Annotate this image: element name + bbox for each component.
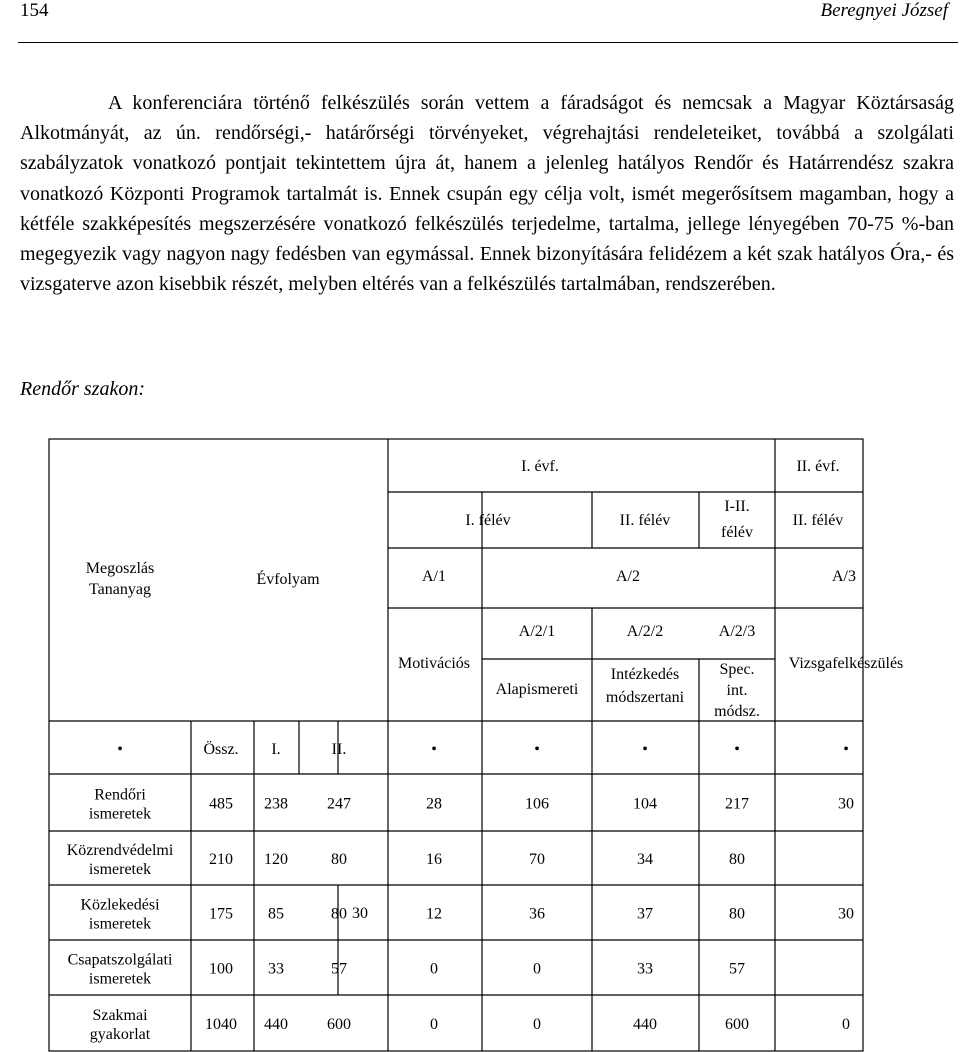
motivacios-header: Motivációs (398, 655, 470, 672)
row-label-line1: Szakmai (92, 1007, 148, 1024)
cell-intez: 104 (633, 795, 657, 813)
cell-ii: 600 (327, 1016, 351, 1033)
page-header (0, 0, 960, 44)
body-paragraph (20, 88, 954, 299)
cell-ossz: 485 (209, 795, 233, 813)
cell-mot: 0 (430, 960, 438, 978)
author-name: Beregnyei József (820, 0, 948, 21)
intezkedes-header-line1: Intézkedés (610, 666, 680, 683)
module-a23-header: A/2/3 (718, 623, 756, 640)
cell-ossz: 100 (209, 960, 233, 978)
row-label-line2: ismeretek (88, 915, 152, 933)
semester-i-ii-header-line2: félév (721, 524, 753, 541)
cell-i: 440 (264, 1016, 288, 1033)
cell-i: 120 (264, 851, 288, 868)
cell-ii: 57 (331, 960, 347, 978)
semester-2-header: II. félév (619, 512, 671, 529)
curriculum-table-graphic (48, 438, 904, 1052)
intezkedes-header-line2: módszertani (605, 689, 685, 706)
cell-spec: 217 (725, 795, 749, 813)
cell-mot: 0 (430, 1016, 438, 1033)
bullet-intezkedes: • (642, 741, 648, 758)
cell-vizsga: 0 (842, 1016, 850, 1033)
evfolyam-label: Évfolyam (256, 571, 320, 588)
cell-vizsga: 30 (838, 795, 854, 813)
spec-header-line2: int. (726, 682, 748, 699)
spec-header-line1: Spec. (719, 661, 755, 678)
spec-header-line3: módsz. (714, 703, 760, 720)
cell-mot: 16 (426, 851, 442, 868)
cell-intez: 440 (633, 1016, 657, 1033)
cell-intez: 34 (637, 851, 653, 868)
corner-label-tananyag: Tananyag (89, 581, 151, 598)
module-a22-header: A/2/2 (626, 623, 664, 640)
cell-spec: 80 (729, 851, 745, 868)
cell-intez: 37 (637, 905, 653, 923)
cell-ii: 80 (331, 905, 347, 923)
cell-ii: 80 (331, 851, 347, 868)
col-i-header: I. (271, 741, 281, 758)
year-2-header: II. évf. (796, 458, 840, 475)
cell-ossz: 210 (209, 851, 233, 868)
section-subheading: Rendőr szakon: (20, 378, 145, 400)
cell-spec: 80 (729, 905, 745, 923)
ossz-header: Össz. (203, 741, 239, 758)
cell-mot: 28 (426, 795, 442, 813)
row-label-line2: ismeretek (88, 861, 152, 878)
cell-intez: 33 (637, 960, 653, 978)
row-label-line1: Rendőri (94, 786, 146, 804)
semester-i-ii-header-line1: I-II. (724, 498, 750, 515)
semester-1-header: I. félév (465, 512, 511, 529)
bullet-alapismereti: • (534, 741, 540, 758)
cell-alap: 70 (529, 851, 545, 868)
cell-i: 238 (264, 795, 288, 813)
row-label-line1: Csapatszolgálati (67, 951, 173, 969)
cell-alap: 0 (533, 1016, 541, 1033)
cell-alap: 36 (529, 905, 545, 923)
curriculum-table (48, 438, 904, 1052)
col-ii-header: II. (331, 741, 347, 758)
header-divider (18, 42, 958, 43)
cell-i: 33 (268, 960, 284, 978)
cell-alap: 0 (533, 960, 541, 978)
cell-i: 85 (268, 905, 284, 923)
cell-ossz: 1040 (205, 1016, 237, 1033)
module-a2-header: A/2 (616, 568, 640, 585)
cell-ossz: 175 (209, 905, 233, 923)
row-label-line2: ismeretek (88, 970, 152, 988)
alapismereti-header: Alapismereti (495, 681, 579, 698)
module-a21-header: A/2/1 (518, 623, 556, 640)
paragraph-text: A konferenciára történő felkészülés során vettem a fáradságot és nemcsak a Magyar Köztársaság Alkotmányát, az ún. rendőrségi,- határőrségi törvényeket, végrehajtási rendeleteiket, továbbá a szolgálati szabályzatok vonatkozó pontjait tekintettem újra át, hanem a jelenleg hatályos Rendőr és Határrendész szakra vonatkozó Központi Programok tartalmát is. Ennek csupán egy célja volt, ismét megerősítsem magamban, hogy a kétféle szakképesítés megszerzésére vonatkozó felkészülés terjedelme, tartalma, jellege lényegében 70-75 %-ban megegyezik vagy nagyon nagy fedésben van egymással. Ennek bizonyítására felidézem a két szak hatályos Óra,- és vizsgaterve azon kisebbik részét, melyben eltérés van a felkészülés tartalmában, rendszerében. (20, 92, 954, 296)
bullet-spec: • (734, 741, 740, 758)
bullet-corner: • (117, 741, 123, 758)
semester-2b-header: II. félév (792, 512, 844, 529)
cell-alap: 106 (525, 795, 549, 813)
page-number: 154 (20, 0, 49, 21)
bullet-motivacios: • (431, 741, 437, 758)
row-label-line1: Közlekedési (80, 896, 160, 914)
cell-mot: 12 (426, 905, 442, 923)
cell-spec: 57 (729, 960, 745, 978)
row-label-line2: ismeretek (88, 805, 152, 823)
table-body (67, 787, 854, 1044)
cell-spec: 600 (725, 1016, 749, 1033)
bullet-vizsga: • (843, 741, 849, 758)
module-a3-header: A/3 (832, 568, 856, 585)
cell-vizsga: 30 (838, 905, 854, 923)
cell-merged-30: 30 (352, 905, 368, 922)
year-1-header: I. évf. (521, 458, 559, 475)
corner-label-megoszlas: Megoszlás (85, 560, 155, 577)
cell-ii: 247 (327, 795, 351, 813)
row-label-line1: Közrendvédelmi (66, 842, 174, 859)
module-a1-header: A/1 (422, 568, 446, 585)
row-label-line2: gyakorlat (89, 1026, 151, 1043)
vizsgafelkeszules-header: Vizsgafelkészülés (788, 655, 904, 672)
